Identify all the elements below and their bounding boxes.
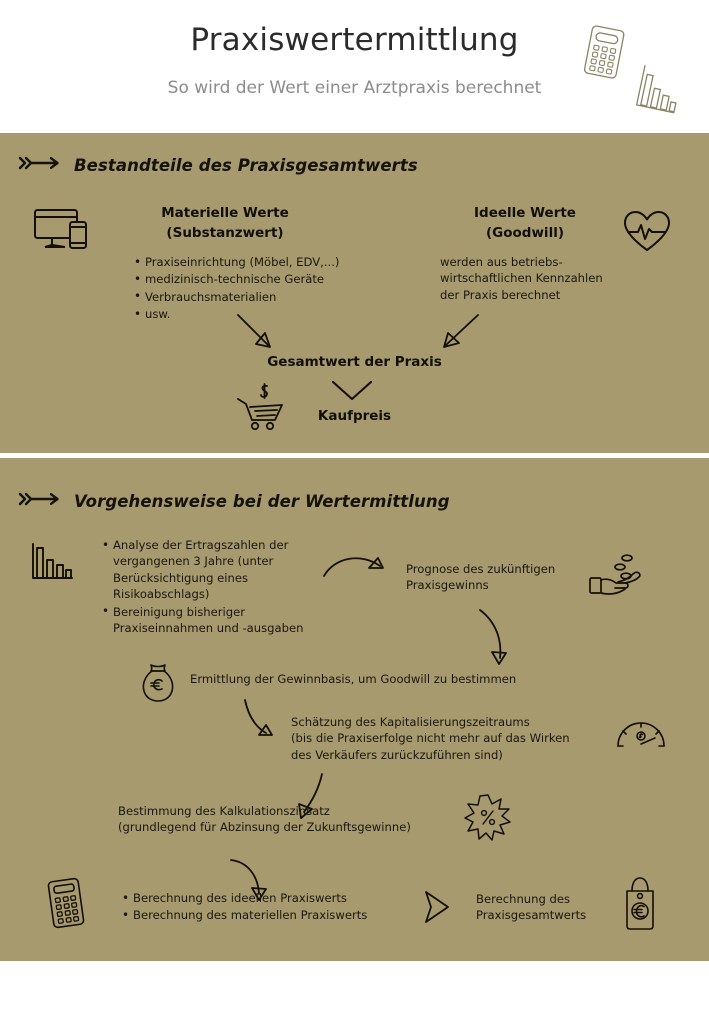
triangle-arrow-icon — [418, 886, 458, 928]
step5-line2: (grundlegend für Abzinsung der Zukunftsgewinne) — [118, 820, 411, 835]
ideelle-werte-title-line1: Ideelle Werte — [474, 205, 576, 221]
percent-burst-icon — [462, 792, 514, 842]
hand-coins-icon — [585, 548, 643, 602]
ideelle-werte-text — [440, 254, 635, 303]
section2-heading-label: Vorgehensweise bei der Wertermittlung — [74, 491, 450, 511]
list-item: • Praxiseinrichtung (Möbel, EDV,...) — [145, 254, 395, 270]
materielle-werte-title-line2: (Substanzwert) — [166, 224, 284, 241]
ideelle-werte-text-line2: wirtschaftlichen Kennzahlen — [440, 271, 603, 286]
materielle-werte-bullets — [132, 254, 395, 324]
section1-heading-label: Bestandteile des Praxisgesamtwerts — [74, 155, 418, 175]
curved-arrow-down-right-icon — [240, 696, 296, 750]
materielle-werte-title — [120, 204, 330, 243]
price-tag-euro-icon — [615, 872, 665, 934]
list-item: • medizinisch-technische Geräte — [145, 271, 395, 287]
step2-line1: Prognose des zukünftigen — [406, 562, 556, 576]
list-item: • Verbrauchsmaterialien — [145, 289, 395, 305]
step7-line2: Praxisgesamtwerts — [476, 908, 587, 923]
step5-line1: Bestimmung des Kalkulationszinsatz — [118, 804, 330, 818]
step4-line2: (bis die Praxiserfolge nicht mehr auf das Wirken — [291, 731, 570, 746]
list-item: • Berechnung des ideellen Praxiswerts — [133, 890, 423, 906]
step2-text — [406, 561, 586, 594]
step4-text — [291, 714, 621, 763]
chevron-down-icon — [328, 378, 376, 404]
gesamtwert-label: Gesamtwert der Praxis — [267, 354, 442, 370]
kaufpreis-label: Kaufpreis — [317, 408, 392, 424]
ideelle-werte-title-line2: (Goodwill) — [486, 224, 564, 241]
step3-text: Ermittlung der Gewinnbasis, um Goodwill zu bestimmen — [190, 672, 517, 686]
money-bag-euro-icon — [138, 660, 180, 704]
ideelle-werte-text-line3: der Praxis berechnet — [440, 287, 561, 302]
heart-pulse-icon — [620, 208, 674, 256]
page-title: Praxiswertermittlung — [190, 22, 519, 58]
list-item: • Bereinigung bisheriger Praxiseinnahmen und -ausgaben — [113, 604, 343, 637]
list-item: • usw. — [145, 306, 395, 322]
list-item: • Berechnung des materiellen Praxiswerts — [133, 907, 423, 923]
double-chevron-arrow-icon — [18, 155, 62, 175]
step7-line1: Berechnung des — [476, 892, 571, 906]
ideelle-werte-title — [425, 204, 625, 243]
double-chevron-arrow-icon — [18, 491, 62, 511]
curved-arrow-down-icon — [470, 606, 520, 672]
step2-line2: Praxisgewinns — [406, 578, 489, 593]
page-subtitle: So wird der Wert einer Arztpraxis berechnet — [167, 78, 542, 98]
calculator-icon — [578, 22, 630, 88]
ideelle-werte-text-line1: werden aus betriebs- — [440, 255, 563, 269]
calculator-icon — [44, 876, 88, 930]
step4-line3: des Verkäufers zurückzuführen sind) — [291, 747, 503, 762]
section2-heading — [18, 491, 450, 511]
header — [0, 0, 709, 130]
section-bestandteile — [0, 133, 709, 453]
step4-line1: Schätzung des Kapitalisierungszeitraums — [291, 715, 530, 729]
section-vorgehensweise — [0, 458, 709, 961]
list-item: • Analyse der Ertragszahlen der vergangenen 3 Jahre (unter Berücksichtigung eines Risikoabschlags) — [113, 537, 343, 603]
materielle-werte-title-line1: Materielle Werte — [161, 205, 289, 221]
step6-bullets — [120, 890, 423, 925]
gauge-icon — [613, 714, 669, 756]
bar-chart-icon — [630, 63, 686, 123]
bar-chart-icon — [26, 540, 76, 586]
arrow-down-left-icon — [432, 311, 488, 355]
monitor-smartphone-icon — [32, 206, 92, 254]
section1-heading — [18, 155, 418, 175]
step5-text — [118, 803, 478, 836]
step1-bullets — [100, 537, 343, 638]
